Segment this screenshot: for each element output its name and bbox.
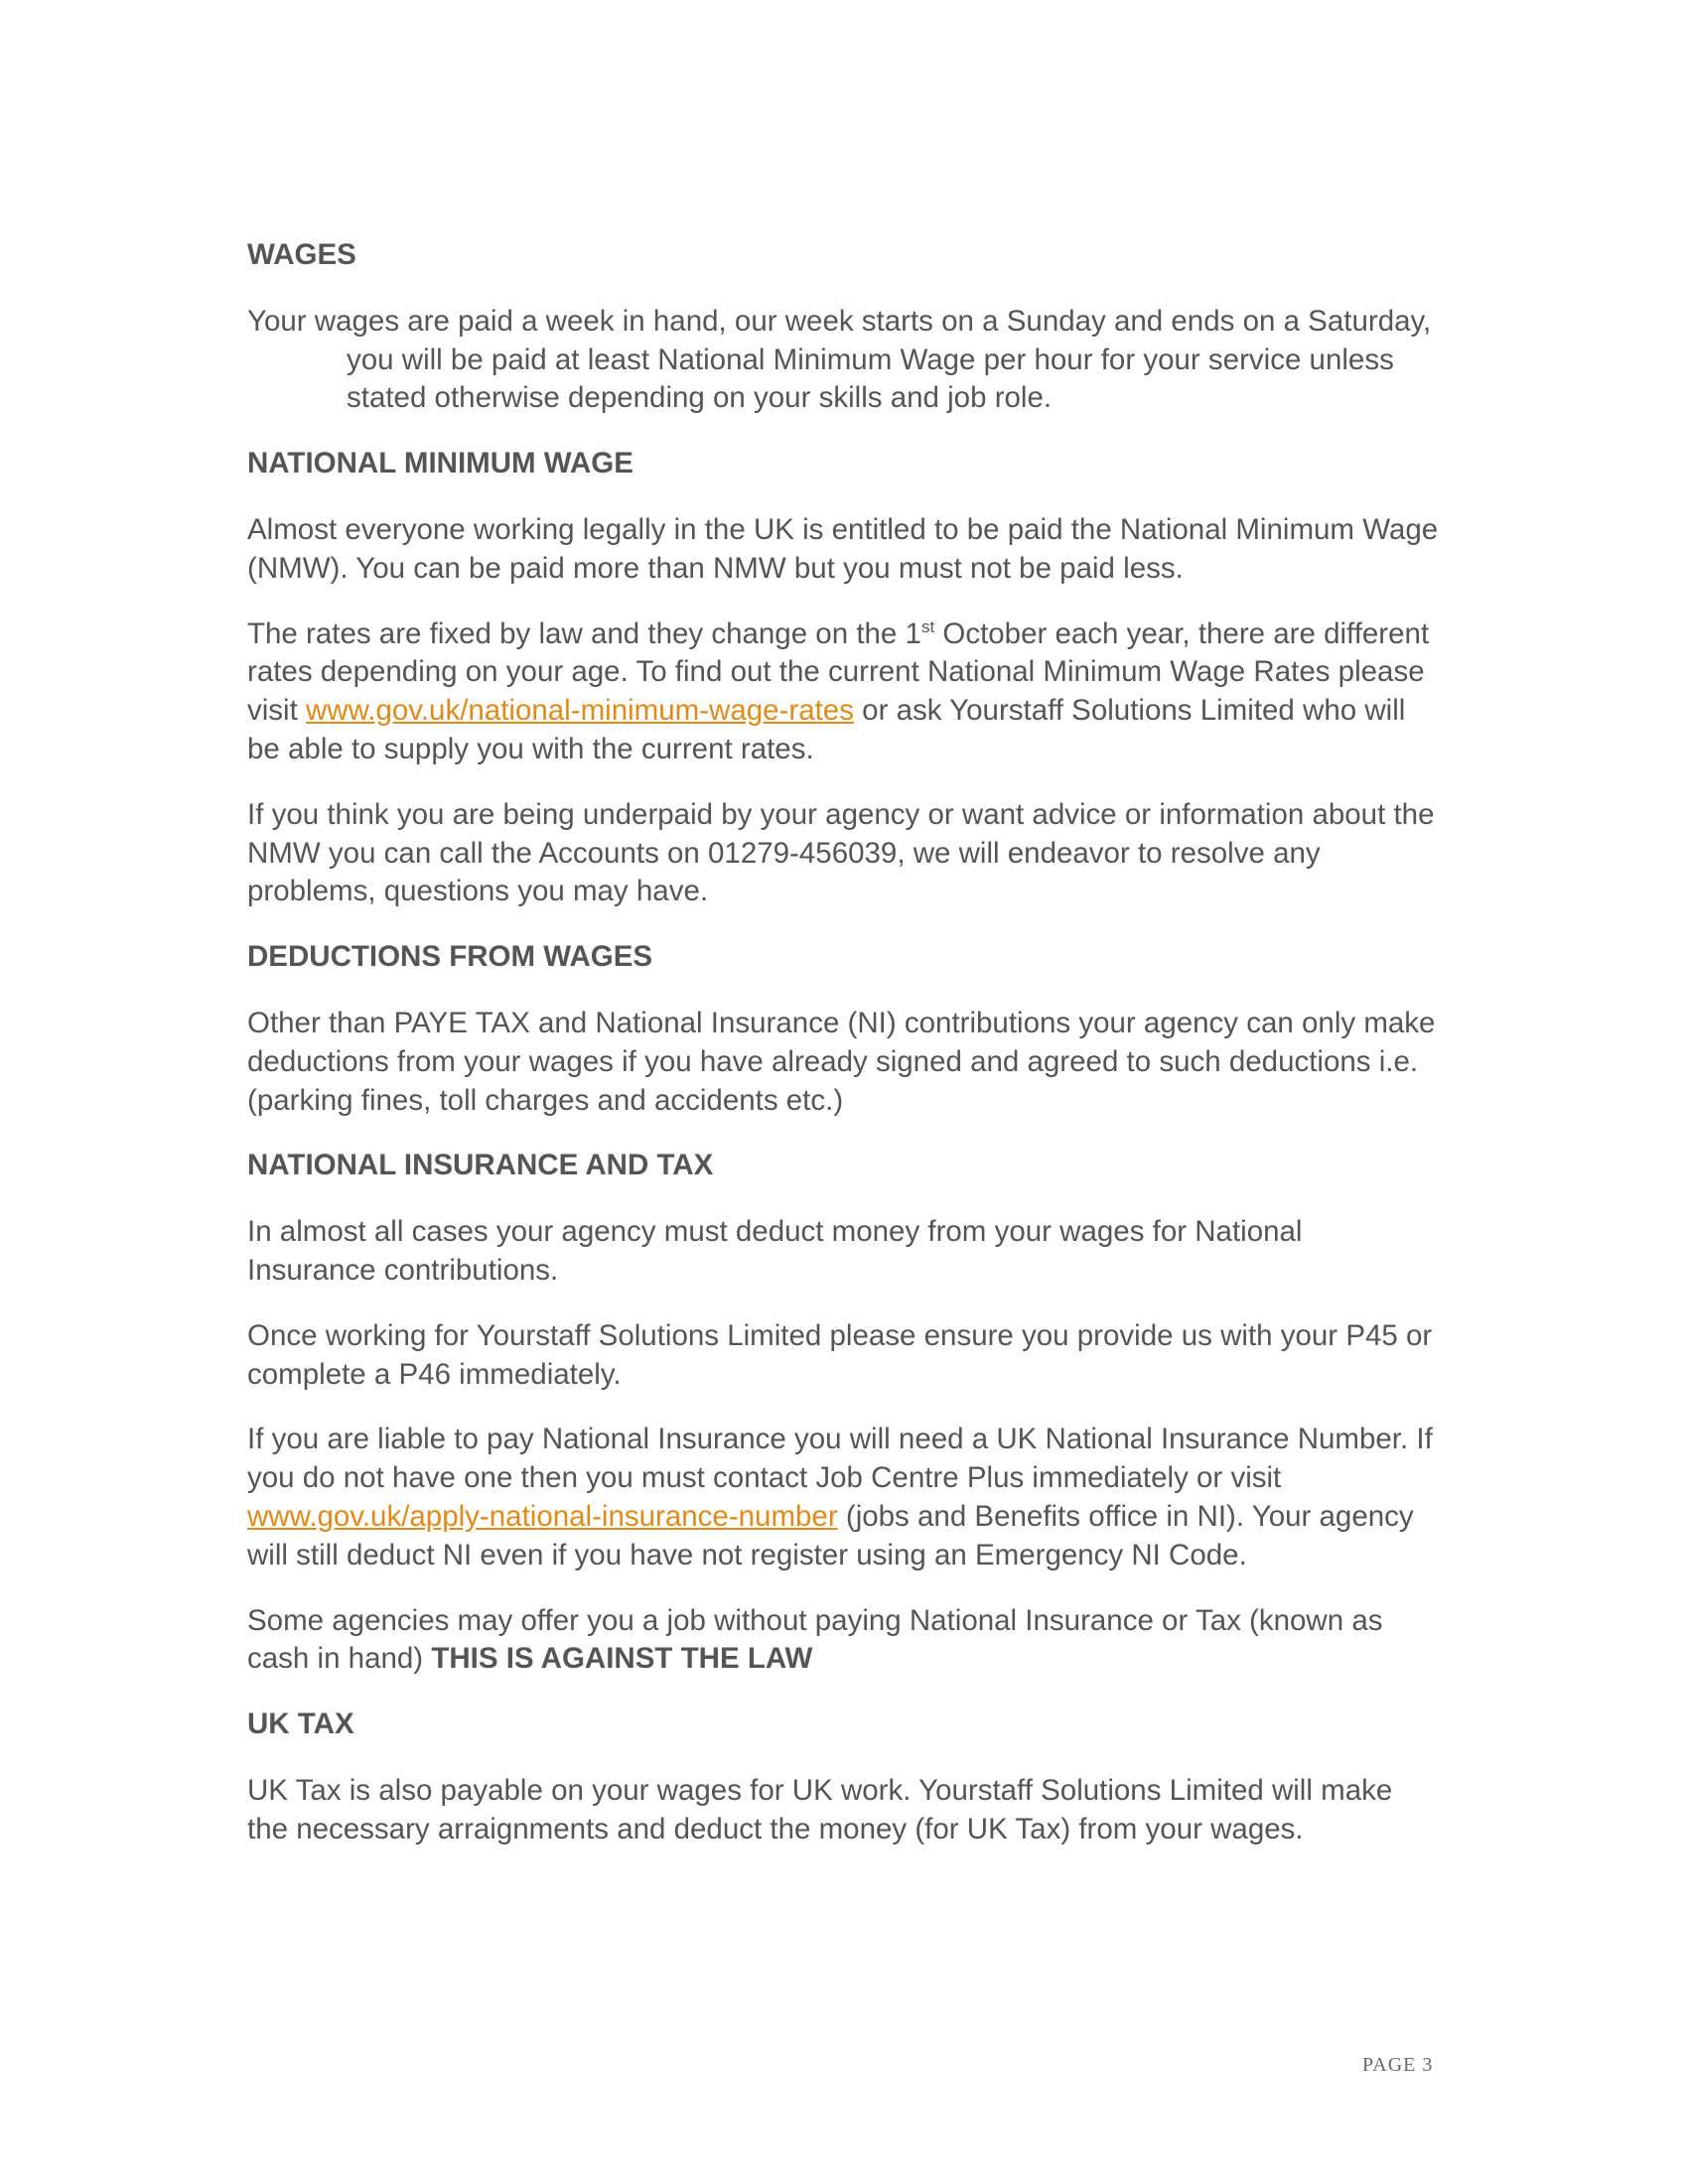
nmw-p2-text-c: or ask Yourstaff Solutions Limited who will be able to supply you with the current rates. xyxy=(247,694,1406,765)
nmw-p2-text-a: The rates are fixed by law and they change on the 1 xyxy=(247,616,921,650)
ordinal-suffix: st xyxy=(920,616,935,636)
nmw-p2-text-b: October each year, there are different rates depending on your age. To find out the current National Minimum Wage Rates please visit xyxy=(247,616,1430,728)
nmw-rates-link[interactable]: www.gov.uk/national-minimum-wage-rates xyxy=(306,694,854,728)
ni-p4-text-a: Some agencies may offer you a job without paying National Insurance or Tax (known as cash in hand) xyxy=(247,1603,1383,1676)
page-content xyxy=(247,236,1439,1876)
ni-number-link[interactable]: www.gov.uk/apply-national-insurance-number xyxy=(247,1499,838,1533)
deductions-paragraph: Other than PAYE TAX and National Insurance (NI) contributions your agency can only make deductions from your wages if you have already signed and agreed to such deductions i.e. (parking fines, toll charges and accidents etc.) xyxy=(247,1006,1436,1117)
wages-paragraph: Your wages are paid a week in hand, our week starts on a Sunday and ends on a Saturday, you will be paid at least National Minimum Wage per hour for your service unless stated otherwise depending on your skills and job role. xyxy=(247,304,1432,415)
nmw-heading: NATIONAL MINIMUM WAGE xyxy=(247,447,633,480)
uk-tax-heading: UK TAX xyxy=(247,1707,354,1741)
ni-p3-text-a: If you are liable to pay National Insurance you will need a UK National Insurance Number. If you do not have one then you must contact Job Centre Plus immediately or visit xyxy=(247,1423,1433,1495)
nmw-paragraph-1: Almost everyone working legally in the UK is entitled to be paid the National Minimum Wage (NMW). You can be paid more than NMW but you must not be paid less. xyxy=(247,512,1439,585)
deductions-heading: DEDUCTIONS FROM WAGES xyxy=(247,940,653,974)
law-warning: THIS IS AGAINST THE LAW xyxy=(431,1642,813,1676)
wages-heading: WAGES xyxy=(247,238,356,271)
page-number: PAGE 3 xyxy=(1362,2054,1434,2076)
ni-tax-heading: NATIONAL INSURANCE AND TAX xyxy=(247,1149,714,1182)
uk-tax-paragraph: UK Tax is also payable on your wages for UK work. Yourstaff Solutions Limited will make the necessary arraignments and deduct the money (for UK Tax) from your wages. xyxy=(247,1773,1393,1845)
ni-tax-paragraph-1: In almost all cases your agency must deduct money from your wages for National Insurance contributions. xyxy=(247,1215,1303,1287)
ni-tax-paragraph-3 xyxy=(247,1421,1439,1574)
ni-tax-paragraph-2: Once working for Yourstaff Solutions Limited please ensure you provide us with your P45 or complete a P46 immediately. xyxy=(247,1318,1433,1391)
ni-tax-paragraph-4 xyxy=(247,1602,1439,1680)
nmw-paragraph-3: If you think you are being underpaid by your agency or want advice or information about the NMW you can call the Accounts on 01279-456039, we will endeavor to resolve any problems, questions you may have. xyxy=(247,797,1435,908)
nmw-paragraph-2 xyxy=(247,615,1439,769)
ni-p3-text-b: (jobs and Benefits office in NI). Your agency will still deduct NI even if you have not register using an Emergency NI Code. xyxy=(247,1499,1414,1571)
